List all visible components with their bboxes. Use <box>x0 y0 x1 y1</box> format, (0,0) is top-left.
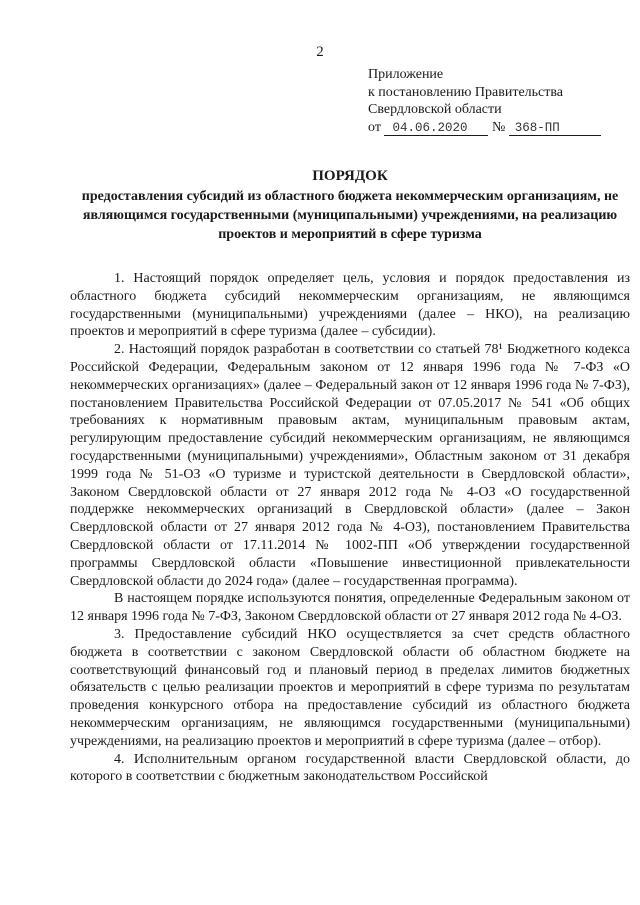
title-heading: ПОРЯДОК <box>312 168 388 184</box>
title-subtitle: предоставления субсидий из областного бюджета некоммерческим организациям, не являющимся государственными (муниципальными) учреждениями, на реализацию проектов и мероприятий в сфере туризма <box>81 189 619 242</box>
paragraph-3: В настоящем порядке используются понятия, определенные Федеральным законом от 12 января 1996 года № 7-ФЗ, Законом Свердловской области от 27 января 2012 года № 4-ОЗ. <box>70 591 630 625</box>
paragraph-2: 2. Настоящий порядок разработан в соответствии со статьей 78¹ Бюджетного кодекса Российской Федерации, Федеральным законом от 12 января 1996 года № 7-ФЗ «О некоммерческих организациях» (далее – Федеральный закон от 12 января 1996 года № 7-ФЗ), постановлением Правительства Российской Федерации от 07.05.2017 № 541 «Об общих требованиях к нормативным правовым актам, муниципальным правовым актам, регулирующим предоставление субсидий некоммерческим организациям, не являющимся государственными (муниципальными) учреждениями», Областным законом от 31 декабря 1999 года № 51-ОЗ «О туризме и туристской деятельности в Свердловской области», Законом Свердловской области от 27 января 2012 года № 4-ОЗ «О государственной поддержке некоммерческих организаций в Свердловской области» (далее – Закон Свердловской области от 27 января 2012 года № 4-ОЗ), постановлением Правительства Свердловской области от 17.11.2014 № 1002-ПП «Об утверждении государственной программы Свердловской области «Повышение инвестиционной привлекательности Свердловской области до 2024 года» (далее – государственная программа). <box>70 342 630 589</box>
date-prefix: от <box>368 119 381 135</box>
number-prefix: № <box>491 119 506 135</box>
appendix-label: Приложение <box>368 67 444 82</box>
paragraph-1: 1. Настоящий порядок определяет цель, условия и порядок предоставления из областного бюджета субсидий некоммерческим организациям, не являющимся государственными (муниципальными) учреждениями (далее – НКО), на реализацию проектов и мероприятий в сфере туризма (далее – субсидии). <box>70 271 630 340</box>
appendix-block <box>368 66 601 136</box>
document-body <box>70 270 630 786</box>
paragraph-4: 3. Предоставление субсидий НКО осуществляется за счет средств областного бюджета в соответствии с законом Свердловской области об областном бюджете на соответствующий финансовый год и плановый период в пределах лимитов бюджетных обязательств с целью реализации проектов и мероприятий в сфере туризма по результатам проведения конкурсного отбора на предоставление субсидий из областного бюджета некоммерческим организациям, не являющимся государственными (муниципальными) учреждениями, на реализацию проектов и мероприятий в сфере туризма (далее – отбор). <box>70 626 630 749</box>
paragraph-5: 4. Исполнительным органом государственной власти Свердловской области, до которого в соответствии с бюджетным законодательством Российской <box>70 751 630 785</box>
document-title <box>70 166 630 244</box>
page-number: 2 <box>316 44 324 60</box>
resolution-number: 368-ПП <box>509 121 601 136</box>
resolution-date: 04.06.2020 <box>384 121 488 136</box>
appendix-region-line: Свердловской области <box>368 102 502 117</box>
appendix-resolution-line: к постановлению Правительства <box>368 84 564 100</box>
appendix-date-number-line <box>368 119 601 137</box>
